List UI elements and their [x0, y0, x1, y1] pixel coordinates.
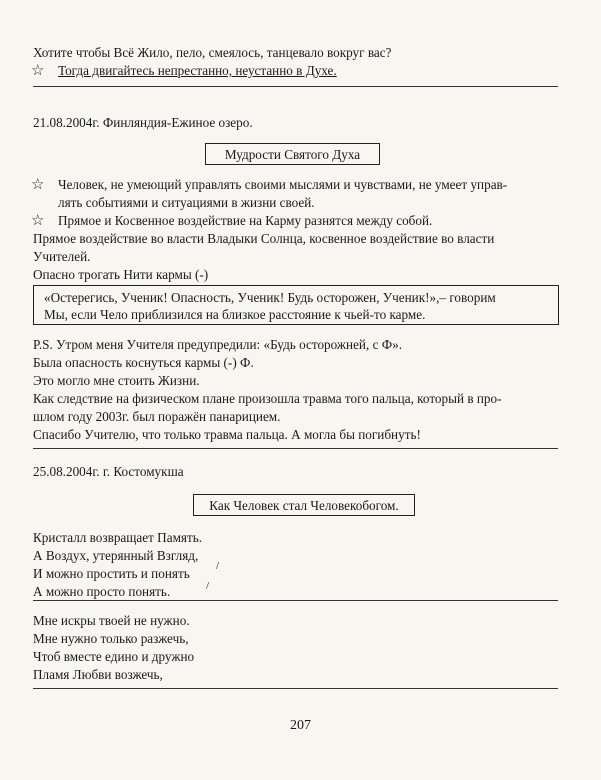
quote-box	[33, 285, 559, 325]
intro-answer: Тогда двигайтесь непрестанно, неустанно в Духе.	[58, 63, 337, 78]
wisdom-1-line-2: лять событиями и ситуациями в жизни своей.	[58, 195, 315, 210]
entry2-date-place: 25.08.2004г. г. Костомукша	[33, 464, 184, 479]
ps-line: Как следствие на физическом плане произошла травма того пальца, который в про-	[33, 391, 502, 406]
quote-line-1: «Остерегись, Ученик! Опасность, Ученик! Будь осторожен, Ученик!»,– говорим	[44, 290, 496, 305]
paragraph-line: Опасно трогать Нити кармы (-)	[33, 267, 209, 282]
pencil-mark: /	[206, 580, 210, 592]
verse-line: А можно просто понять.	[33, 584, 171, 599]
entry1-title: Мудрости Святого Духа	[224, 147, 361, 162]
page-number: 207	[290, 718, 311, 733]
entry2-title-box	[193, 494, 415, 516]
section-divider	[33, 86, 558, 87]
section-divider	[33, 688, 558, 689]
ps-line: Была опасность коснуться кармы (-) Ф.	[33, 355, 254, 370]
quote-line-2: Мы, если Чело приблизился на близкое расстояние к чьей-то карме.	[44, 307, 426, 322]
verse-line: Чтоб вместе едино и дружно	[33, 649, 195, 664]
intro-question: Хотите чтобы Всё Жило, пело, смеялось, танцевало вокруг вас?	[33, 45, 392, 60]
wisdom-1-line-1: Человек, не умеющий управлять своими мыслями и чувствами, не умеет управ-	[58, 177, 508, 192]
paragraph-line: Прямое воздействие во власти Владыки Солнца, косвенное воздействие во власти	[33, 231, 495, 246]
verse-line: А Воздух, утерянный Взгляд,	[33, 548, 199, 563]
star-icon: ☆	[31, 63, 45, 79]
verse-line: И можно простить и понять	[33, 566, 190, 581]
paragraph-line: Учителей.	[33, 249, 91, 264]
entry1-date-place: 21.08.2004г. Финляндия-Ежиное озеро.	[33, 115, 253, 130]
ps-line: Спасибо Учителю, что только травма пальца. А могла бы погибнуть!	[33, 427, 421, 442]
wisdom-2: Прямое и Косвенное воздействие на Карму разнятся между собой.	[58, 213, 433, 228]
verse-line: Кристалл возвращает Память.	[33, 530, 203, 545]
pencil-mark: /	[216, 560, 220, 572]
entry2-title: Как Человек стал Человекобогом.	[209, 498, 399, 513]
star-icon: ☆	[31, 177, 45, 193]
verse-line: Мне искры твоей не нужно.	[33, 613, 190, 628]
ps-line: Это могло мне стоить Жизни.	[33, 373, 200, 388]
section-divider	[33, 448, 558, 449]
ps-line: P.S. Утром меня Учителя предупредили: «Будь осторожней, с Ф».	[33, 337, 403, 352]
entry1-title-box	[205, 143, 380, 165]
section-divider	[33, 600, 558, 601]
verse-line: Мне нужно только разжечь,	[33, 631, 189, 646]
verse-line: Пламя Любви возжечь,	[33, 667, 163, 682]
star-icon: ☆	[31, 213, 45, 229]
ps-line: шлом году 2003г. был поражён панарицием.	[33, 409, 281, 424]
